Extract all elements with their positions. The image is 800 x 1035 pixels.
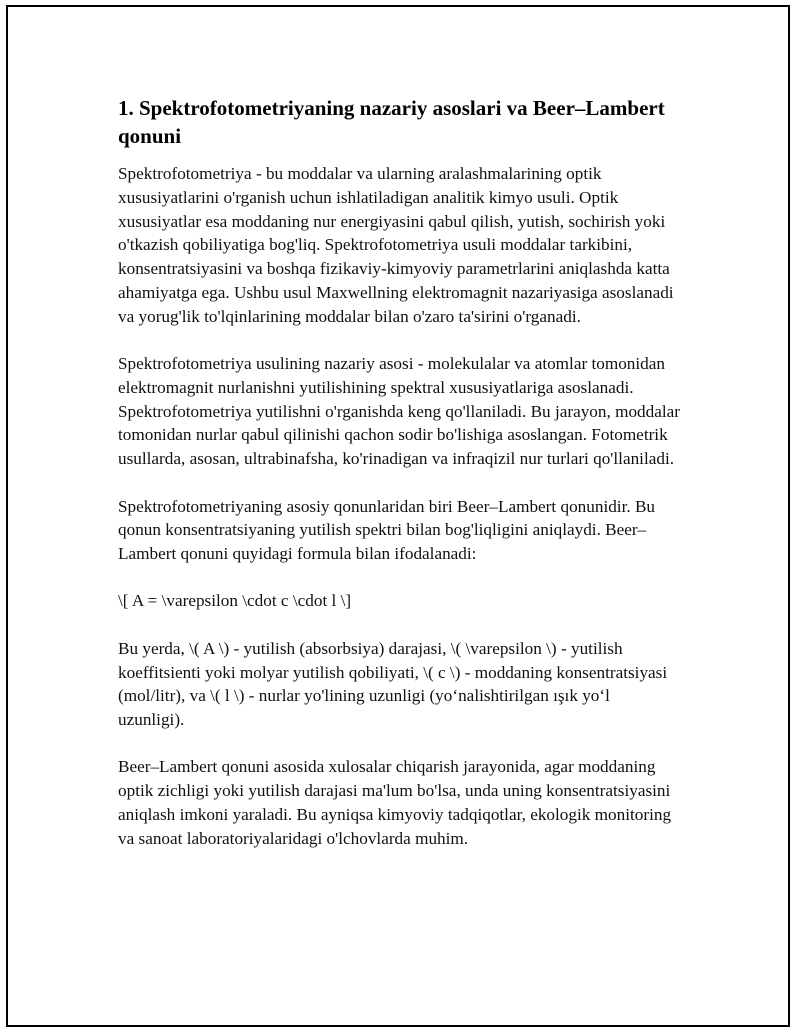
paragraph-intro: Spektrofotometriya - bu moddalar va ularning aralashmalarining optik xususiyatlarini o'rganish uchun ishlatiladigan analitik kimyo usuli. Optik xususiyatlar esa moddaning nur energiyasini qabul qilish, yutish, sochirish yoki o'tkazish qobiliyatiga bog'liq. Spektrofotometriya usuli moddalar tarkibini, konsentratsiyasini va boshqa fizikaviy-kimyoviy parametrlarini aniqlashda katta ahamiyatga ega. Ushbu usul Maxwellning elektromagnit nazariyasiga asoslanadi va yorug'lik to'lqinlarining moddalar bilan o'zaro ta'sirini o'rganadi. [118, 164, 674, 326]
document-body [118, 94, 680, 874]
section-heading: 1. Spektrofotometriyaning nazariy asoslari va Beer–Lambert qonuni [118, 96, 665, 148]
paragraph-beer-lambert: Spektrofotometriyaning asosiy qonunlaridan biri Beer–Lambert qonunidir. Bu qonun konsentratsiyaning yutilish spektri bilan bog'liqligini aniqlaydi. Beer–Lambert qonuni quyidagi formula bilan ifodalanadi: [118, 496, 656, 564]
paragraph-theory: Spektrofotometriya usulining nazariy asosi - molekulalar va atomlar tomonidan elektromagnit nurlanishni yutilishining spektral xususiyatlariga asoslanadi. Spektrofotometriya yutilishni o'rganishda keng qo'llaniladi. Bu jarayon, moddalar tomonidan nurlar qabul qilinishi qachon sodir bo'lishiga asoslangan. Fotometrik usullarda, asosan, ultrabinafsha, ko'rinadigan va infraqizil nur turlari qo'llaniladi. [118, 354, 680, 469]
paragraph-conclusion: Beer–Lambert qonuni asosida xulosalar chiqarish jarayonida, agar moddaning optik zichligi yoki yutilish darajasi ma'lum bo'lsa, unda uning konsentratsiyasini aniqlash imkoni yaraladi. Bu ayniqsa kimyoviy tadqiqotlar, ekologik monitoring va sanoat laboratoriyalaridagi o'lchovlarda muhim. [118, 757, 672, 848]
paragraph-variables: Bu yerda, \( A \) - yutilish (absorbsiya) darajasi, \( \varepsilon \) - yutilish koeffitsienti yoki molyar yutilish qobiliyati, \( c \) - moddaning konsentratsiyasi (mol/litr), va \( l \) - nurlar yo'lining uzunligi (yo‘nalishtirilgan ışık yo‘l uzunligi). [118, 638, 668, 730]
formula-line: \[ A = \varepsilon \cdot c \cdot l \] [118, 591, 352, 611]
